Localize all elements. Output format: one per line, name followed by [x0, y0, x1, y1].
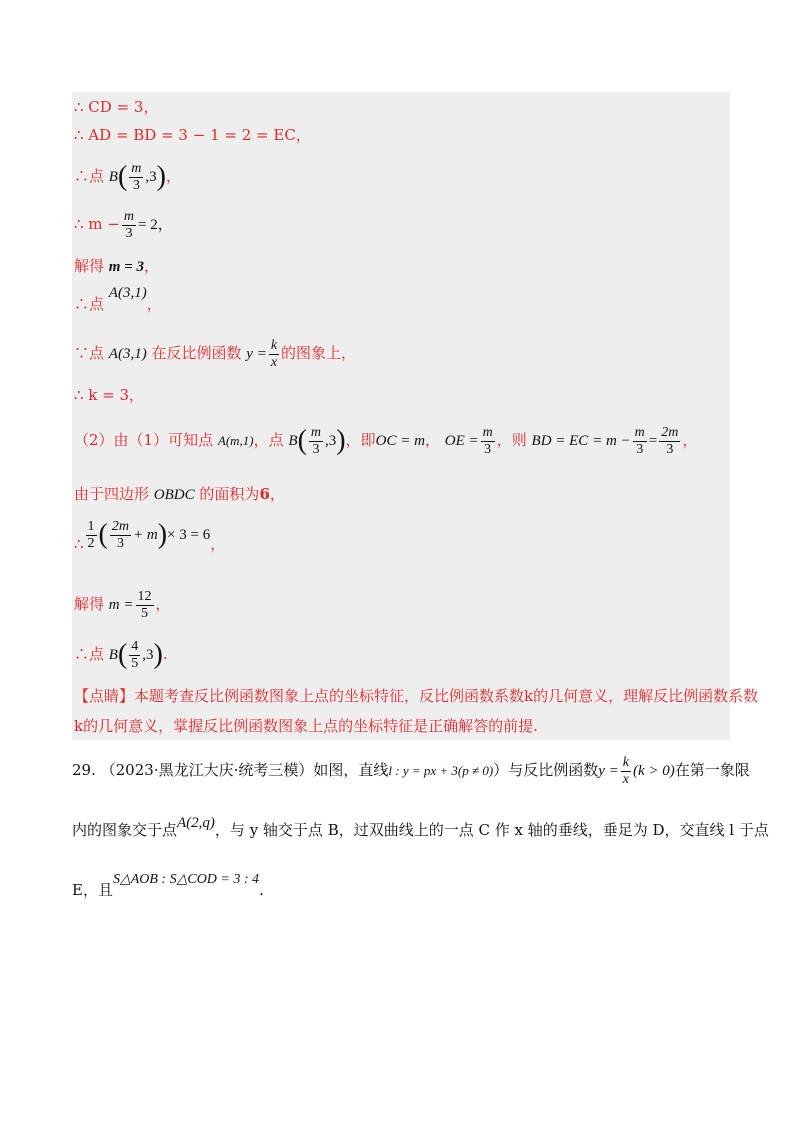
equals-sign: =: [648, 433, 658, 449]
punctuation: ，: [424, 431, 440, 449]
fraction-denominator: 2: [87, 535, 95, 551]
that-is-text: ，即: [345, 431, 376, 449]
note-line-2: [74, 716, 538, 736]
paren-close: ): [157, 519, 168, 550]
fraction: [621, 755, 631, 788]
note-line-1: [74, 686, 758, 706]
paren-open: (: [297, 425, 307, 456]
fraction: [122, 209, 136, 242]
fraction: [136, 589, 154, 622]
solution-line-7: [74, 334, 356, 373]
quadrilateral-text: 由于四边形: [74, 485, 150, 503]
k-condition: (k > 0): [632, 763, 675, 779]
fraction: [129, 161, 143, 194]
question-text: 内的图象交于点: [72, 821, 178, 839]
fraction-numerator: 2m: [661, 424, 679, 440]
punctuation: ，: [146, 295, 162, 313]
fraction-numerator: k: [270, 337, 278, 353]
bd-equation: BD = EC = m −: [531, 433, 631, 449]
note-text-1: 本题考查反比例函数图象上点的坐标特征，反比例函数系数k的几何意义，理解反比例函数系数: [134, 687, 759, 705]
obdc-label: OBDC: [153, 487, 195, 503]
area-text: 的面积为: [199, 485, 260, 503]
fraction-numerator: m: [131, 160, 142, 176]
prefix-text: ∴点: [74, 167, 105, 185]
punctuation: ，: [682, 431, 698, 449]
oe-equation: OE =: [444, 433, 479, 449]
oc-equation: OC = m: [375, 433, 425, 449]
m-value: m = 3: [108, 259, 145, 275]
function-text: 在反比例函数: [151, 344, 242, 362]
coordinate-rest: ,3: [145, 169, 157, 185]
point-a: A(m,1): [217, 433, 254, 448]
solution-line-1: [74, 97, 158, 117]
paren-close: ): [336, 425, 346, 456]
fraction-denominator: 3: [636, 441, 644, 457]
solution-line-9: [74, 420, 697, 461]
question-text: ）与反比例函数: [493, 761, 599, 779]
solution-line-3: [74, 157, 181, 196]
solution-line-8: [74, 385, 144, 405]
punctuation: ，: [210, 535, 226, 553]
coordinate-rest: ,3: [325, 433, 337, 449]
question-text: ，与 y 轴交于点 B，过双曲线上的一点 C 作 x 轴的垂线，垂足为 D，交直线 l 于点: [214, 821, 769, 839]
then-text: ，则: [496, 431, 527, 449]
paren-open: (: [98, 519, 108, 550]
fraction-numerator: 12: [137, 588, 152, 604]
fraction-numerator: k: [622, 754, 629, 770]
paren-open: (: [117, 161, 128, 192]
note-tag: 【点睛】: [74, 687, 135, 705]
fraction-numerator: m: [634, 424, 645, 440]
solution-line-2: [74, 125, 311, 145]
question-line-3: [72, 872, 264, 910]
fraction: [110, 519, 131, 552]
k-value: ∴ k = 3，: [74, 386, 145, 404]
point-b: B: [108, 647, 118, 663]
point-a: A(3,1): [108, 285, 147, 301]
question-line-1: [72, 752, 750, 789]
y-equals: y =: [246, 346, 267, 362]
because-text: ∵点: [74, 344, 105, 362]
question-source: （2023·黑龙江大庆·统考三模）: [100, 761, 314, 779]
m-equals: m =: [108, 597, 134, 613]
question-text: E，且: [72, 881, 113, 899]
therefore-symbol: ∴: [74, 535, 84, 553]
fraction-denominator: 3: [125, 225, 133, 241]
punctuation: .: [259, 881, 264, 899]
question-line-2: [72, 812, 769, 849]
part2-text: （2）由（1）可知点: [74, 431, 214, 449]
y-equals: y =: [598, 763, 619, 779]
fraction-numerator: m: [123, 208, 134, 224]
question-text: 在第一象限: [674, 761, 750, 779]
fraction-numerator: 1: [87, 518, 95, 534]
question-number: 29.: [72, 761, 96, 779]
paren-close: ): [153, 639, 163, 670]
fraction-denominator: 3: [116, 535, 124, 551]
solution-line-4: [74, 205, 173, 244]
solution-line-10: [74, 484, 285, 505]
note-text-2: k的几何意义，掌握反比例函数图象上点的坐标特征是正确解答的前提.: [74, 717, 538, 735]
point-a: A(2,q): [177, 815, 215, 831]
fraction: [86, 519, 97, 552]
plus-m: + m: [133, 527, 158, 543]
prefix-text: ∴ m −: [74, 215, 120, 233]
area-ratio: S△AOB : S△COD = 3 : 4: [112, 872, 260, 887]
fraction: [309, 425, 323, 458]
punctuation: ，: [166, 167, 182, 185]
fraction-denominator: 5: [131, 655, 139, 671]
fraction-denominator: 5: [141, 605, 149, 621]
prefix-text: ∴点: [74, 295, 105, 313]
fraction-numerator: m: [310, 424, 322, 440]
point-label: B: [108, 169, 118, 185]
fraction-denominator: x: [270, 354, 278, 370]
fraction: [269, 338, 279, 371]
point-a: A(3,1): [108, 346, 147, 362]
fraction: [659, 425, 680, 458]
punctuation: ，: [155, 595, 171, 613]
solution-line-13: [74, 634, 168, 675]
paren-close: ): [156, 161, 166, 192]
fraction: [481, 425, 495, 458]
fraction-denominator: 3: [132, 177, 140, 193]
solution-line-6: [74, 285, 162, 319]
paren-open: (: [117, 639, 128, 670]
prefix-text: ∴点: [74, 645, 105, 663]
punctuation: ，: [144, 257, 160, 275]
fraction-denominator: 3: [666, 441, 674, 457]
ad-bd-equation: ∴ AD = BD = 3 − 1 = 2 = EC，: [74, 126, 311, 144]
punctuation: ，: [269, 485, 285, 503]
equation-rest: × 3 = 6: [167, 527, 211, 543]
cd-equation: ∴ CD = 3，: [74, 98, 159, 116]
fraction-numerator: 4: [131, 638, 139, 654]
fraction: [633, 425, 647, 458]
solve-text: 解得: [74, 257, 105, 275]
point-b: B: [288, 433, 298, 449]
line-equation: l : y = px + 3(p ≠ 0): [388, 763, 494, 778]
punctuation: .: [162, 645, 168, 663]
question-text: 如图，直线: [313, 761, 389, 779]
fraction-numerator: m: [482, 424, 493, 440]
solution-line-5: [74, 256, 159, 277]
solve-text: 解得: [74, 595, 105, 613]
solution-line-11: [74, 512, 225, 557]
fraction-numerator: 2m: [111, 518, 129, 534]
fraction-denominator: x: [622, 771, 629, 787]
fraction: [129, 639, 140, 672]
solution-line-12: [74, 584, 171, 625]
coordinate-rest: ,3: [142, 647, 154, 663]
equation-rest: = 2，: [138, 217, 173, 233]
punctuation: ，点: [253, 431, 284, 449]
area-value: 6: [259, 485, 270, 503]
fraction-denominator: 3: [484, 441, 492, 457]
fraction-denominator: 3: [312, 441, 320, 457]
graph-text: 的图象上，: [281, 344, 357, 362]
